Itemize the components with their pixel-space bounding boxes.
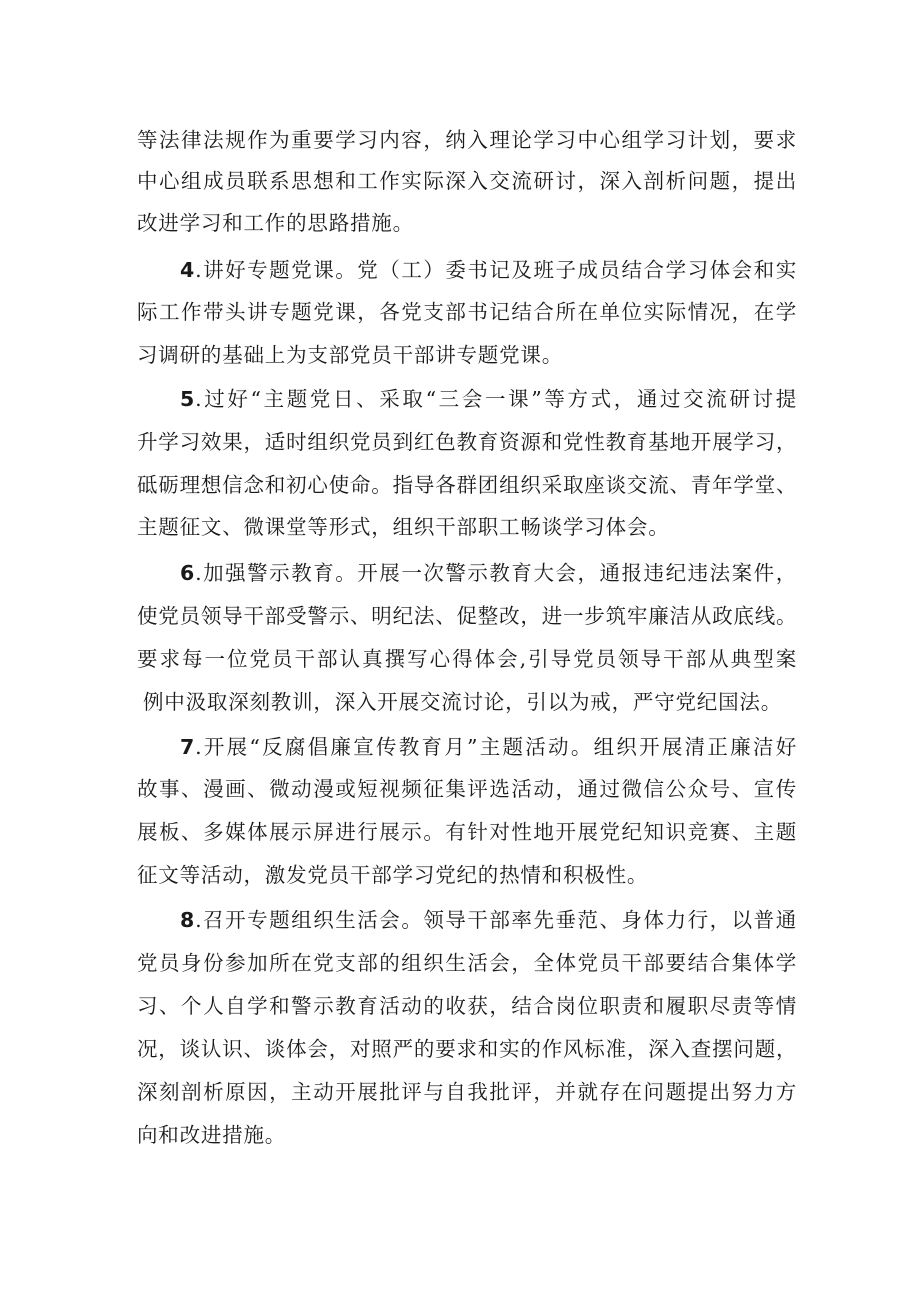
paragraph-line: .开展“反腐倡廉宣传教育月”主题活动。组织开展清正廉洁好 xyxy=(195,735,797,759)
item-6-first-line xyxy=(180,556,797,590)
paragraph-line: 深刻剖析原因，主动开展批评与自我批评，并就存在问题提出努力方 xyxy=(137,1080,797,1104)
paragraph-line: 等法律法规作为重要学习内容，纳入理论学习中心组学习计划，要求 xyxy=(137,128,797,152)
paragraph-line: 习调研的基础上为支部党员干部讲专题党课。 xyxy=(137,343,563,367)
paragraph-line: 升学习效果，适时组织党员到红色教育资源和党性教育基地开展学习， xyxy=(137,430,798,454)
item-number: 7 xyxy=(180,735,196,759)
item-number: 5 xyxy=(180,387,196,411)
item-number: 4 xyxy=(180,258,196,282)
paragraph-line: .召开专题组织生活会。领导干部率先垂范、身体力行，以普通 xyxy=(195,908,797,932)
paragraph-line: 改进学习和工作的思路措施。 xyxy=(137,211,414,235)
paragraph-line: 砥砺理想信念和初心使命。指导各群团组织采取座谈交流、青年学堂、 xyxy=(137,473,798,497)
paragraph-line: 际工作带头讲专题党课，各党支部书记结合所在单位实际情况，在学 xyxy=(137,300,797,324)
item-number: 8 xyxy=(180,908,196,932)
paragraph-line: 中心组成员联系思想和工作实际深入交流研讨，深入剖析问题，提出 xyxy=(137,169,797,193)
paragraph-line: 主题征文、微课堂等形式，组织干部职工畅谈学习体会。 xyxy=(137,515,670,539)
item-number: 6 xyxy=(180,561,196,585)
paragraph-line: .加强警示教育。开展一次警示教育大会，通报违纪违法案件， xyxy=(195,561,797,585)
paragraph-line: 向和改进措施。 xyxy=(137,1123,287,1147)
paragraph-line: .讲好专题党课。党（工）委书记及班子成员结合学习体会和实 xyxy=(195,258,797,282)
paragraph-line: 党员身份参加所在党支部的组织生活会，全体党员干部要结合集体学 xyxy=(137,951,797,975)
paragraph-line: .过好“主题党日、采取“三会一课”等方式，通过交流研讨提 xyxy=(195,387,797,411)
paragraph-line: 使党员领导干部受警示、明纪法、促整改，进一步筑牢廉洁从政底线。 xyxy=(137,604,798,628)
item-7-first-line xyxy=(180,730,797,764)
item-5-first-line xyxy=(180,382,797,416)
paragraph-line: 要求每一位党员干部认真撰写心得体会,引导党员领导干部从典型案 xyxy=(137,647,797,671)
item-4-first-line xyxy=(180,253,797,287)
paragraph-line: 展板、多媒体展示屏进行展示。有针对性地开展党纪知识竞赛、主题 xyxy=(137,820,797,844)
item-8-first-line xyxy=(180,903,797,937)
paragraph-line: 况，谈认识、谈体会，对照严的要求和实的作风标准，深入查摆问题， xyxy=(137,1037,798,1061)
paragraph-line: 例中汲取深刻教训，深入开展交流讨论，引以为戒，严守党纪国法。 xyxy=(143,690,782,714)
paragraph-line: 习、个人自学和警示教育活动的收获，结合岗位职责和履职尽责等情 xyxy=(137,994,797,1018)
paragraph-line: 故事、漫画、微动漫或短视频征集评选活动，通过微信公众号、宣传 xyxy=(137,777,797,801)
paragraph-line: 征文等活动，激发党员干部学习党纪的热情和积极性。 xyxy=(137,863,649,887)
